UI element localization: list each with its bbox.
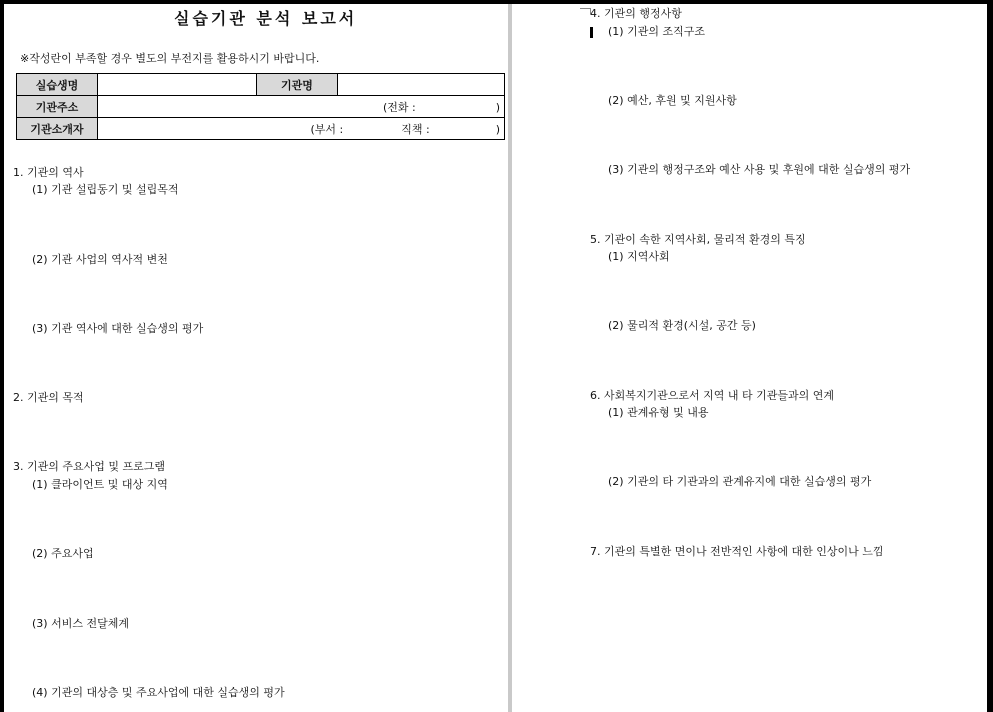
phone-open: (전화 : xyxy=(382,100,416,114)
section-7-heading: 7. 기관의 특별한 면이나 전반적인 사항에 대한 인상이나 느낌 xyxy=(590,545,884,558)
agency-address-label: 기관주소 xyxy=(17,96,98,118)
section-4-3: (3) 기관의 행정구조와 예산 사용 및 후원에 대한 실습생의 평가 xyxy=(608,163,911,176)
section-3-2: (2) 주요사업 xyxy=(32,547,94,560)
section-1-2: (2) 기관 사업의 역사적 변천 xyxy=(32,253,168,266)
section-5-2: (2) 물리적 환경(시설, 공간 등) xyxy=(608,319,756,332)
section-6-heading: 6. 사회복지기관으로서 지역 내 타 기관들과의 연계 xyxy=(590,389,834,402)
page-corner-mark xyxy=(580,8,590,9)
document-page-right xyxy=(512,4,987,712)
dept-open: (부서 : xyxy=(310,122,344,136)
agency-address-field[interactable] xyxy=(98,96,505,118)
section-4-1: (1) 기관의 조직구조 xyxy=(608,25,705,38)
section-4-heading: 4. 기관의 행정사항 xyxy=(590,7,682,20)
phone-close: ) xyxy=(495,100,500,114)
section-3-heading: 3. 기관의 주요사업 및 프로그램 xyxy=(13,460,165,473)
section-3-1: (1) 클라이언트 및 대상 지역 xyxy=(32,478,168,491)
introducer-field[interactable] xyxy=(98,118,505,140)
text-cursor xyxy=(590,27,593,38)
agency-info-table xyxy=(16,73,505,140)
section-5-1: (1) 지역사회 xyxy=(608,250,670,263)
introducer-label: 기관소개자 xyxy=(17,118,98,140)
section-3-4: (4) 기관의 대상층 및 주요사업에 대한 실습생의 평가 xyxy=(32,686,285,699)
section-1-1: (1) 기관 설립동기 및 설립목적 xyxy=(32,183,179,196)
section-6-2: (2) 기관의 타 기관과의 관계유지에 대한 실습생의 평가 xyxy=(608,475,872,488)
section-1-3: (3) 기관 역사에 대한 실습생의 평가 xyxy=(32,322,204,335)
document-page-left xyxy=(4,4,508,712)
section-6-1: (1) 관계유형 및 내용 xyxy=(608,406,709,419)
position-label: 직책 : xyxy=(401,122,430,136)
student-name-field[interactable] xyxy=(98,74,257,96)
section-2-heading: 2. 기관의 목적 xyxy=(13,391,84,404)
section-1-heading: 1. 기관의 역사 xyxy=(13,166,84,179)
agency-name-field[interactable] xyxy=(338,74,505,96)
document-title: 실습기관 분석 보고서 xyxy=(174,9,358,28)
instruction-note: ※작성란이 부족할 경우 별도의 부전지를 활용하시기 바랍니다. xyxy=(20,52,320,65)
dept-close: ) xyxy=(495,122,500,136)
section-4-2: (2) 예산, 후원 및 지원사항 xyxy=(608,94,737,107)
agency-name-label: 기관명 xyxy=(257,74,338,96)
section-3-3: (3) 서비스 전달체계 xyxy=(32,617,129,630)
section-5-heading: 5. 기관이 속한 지역사회, 물리적 환경의 특징 xyxy=(590,233,806,246)
student-name-label: 실습생명 xyxy=(17,74,98,96)
